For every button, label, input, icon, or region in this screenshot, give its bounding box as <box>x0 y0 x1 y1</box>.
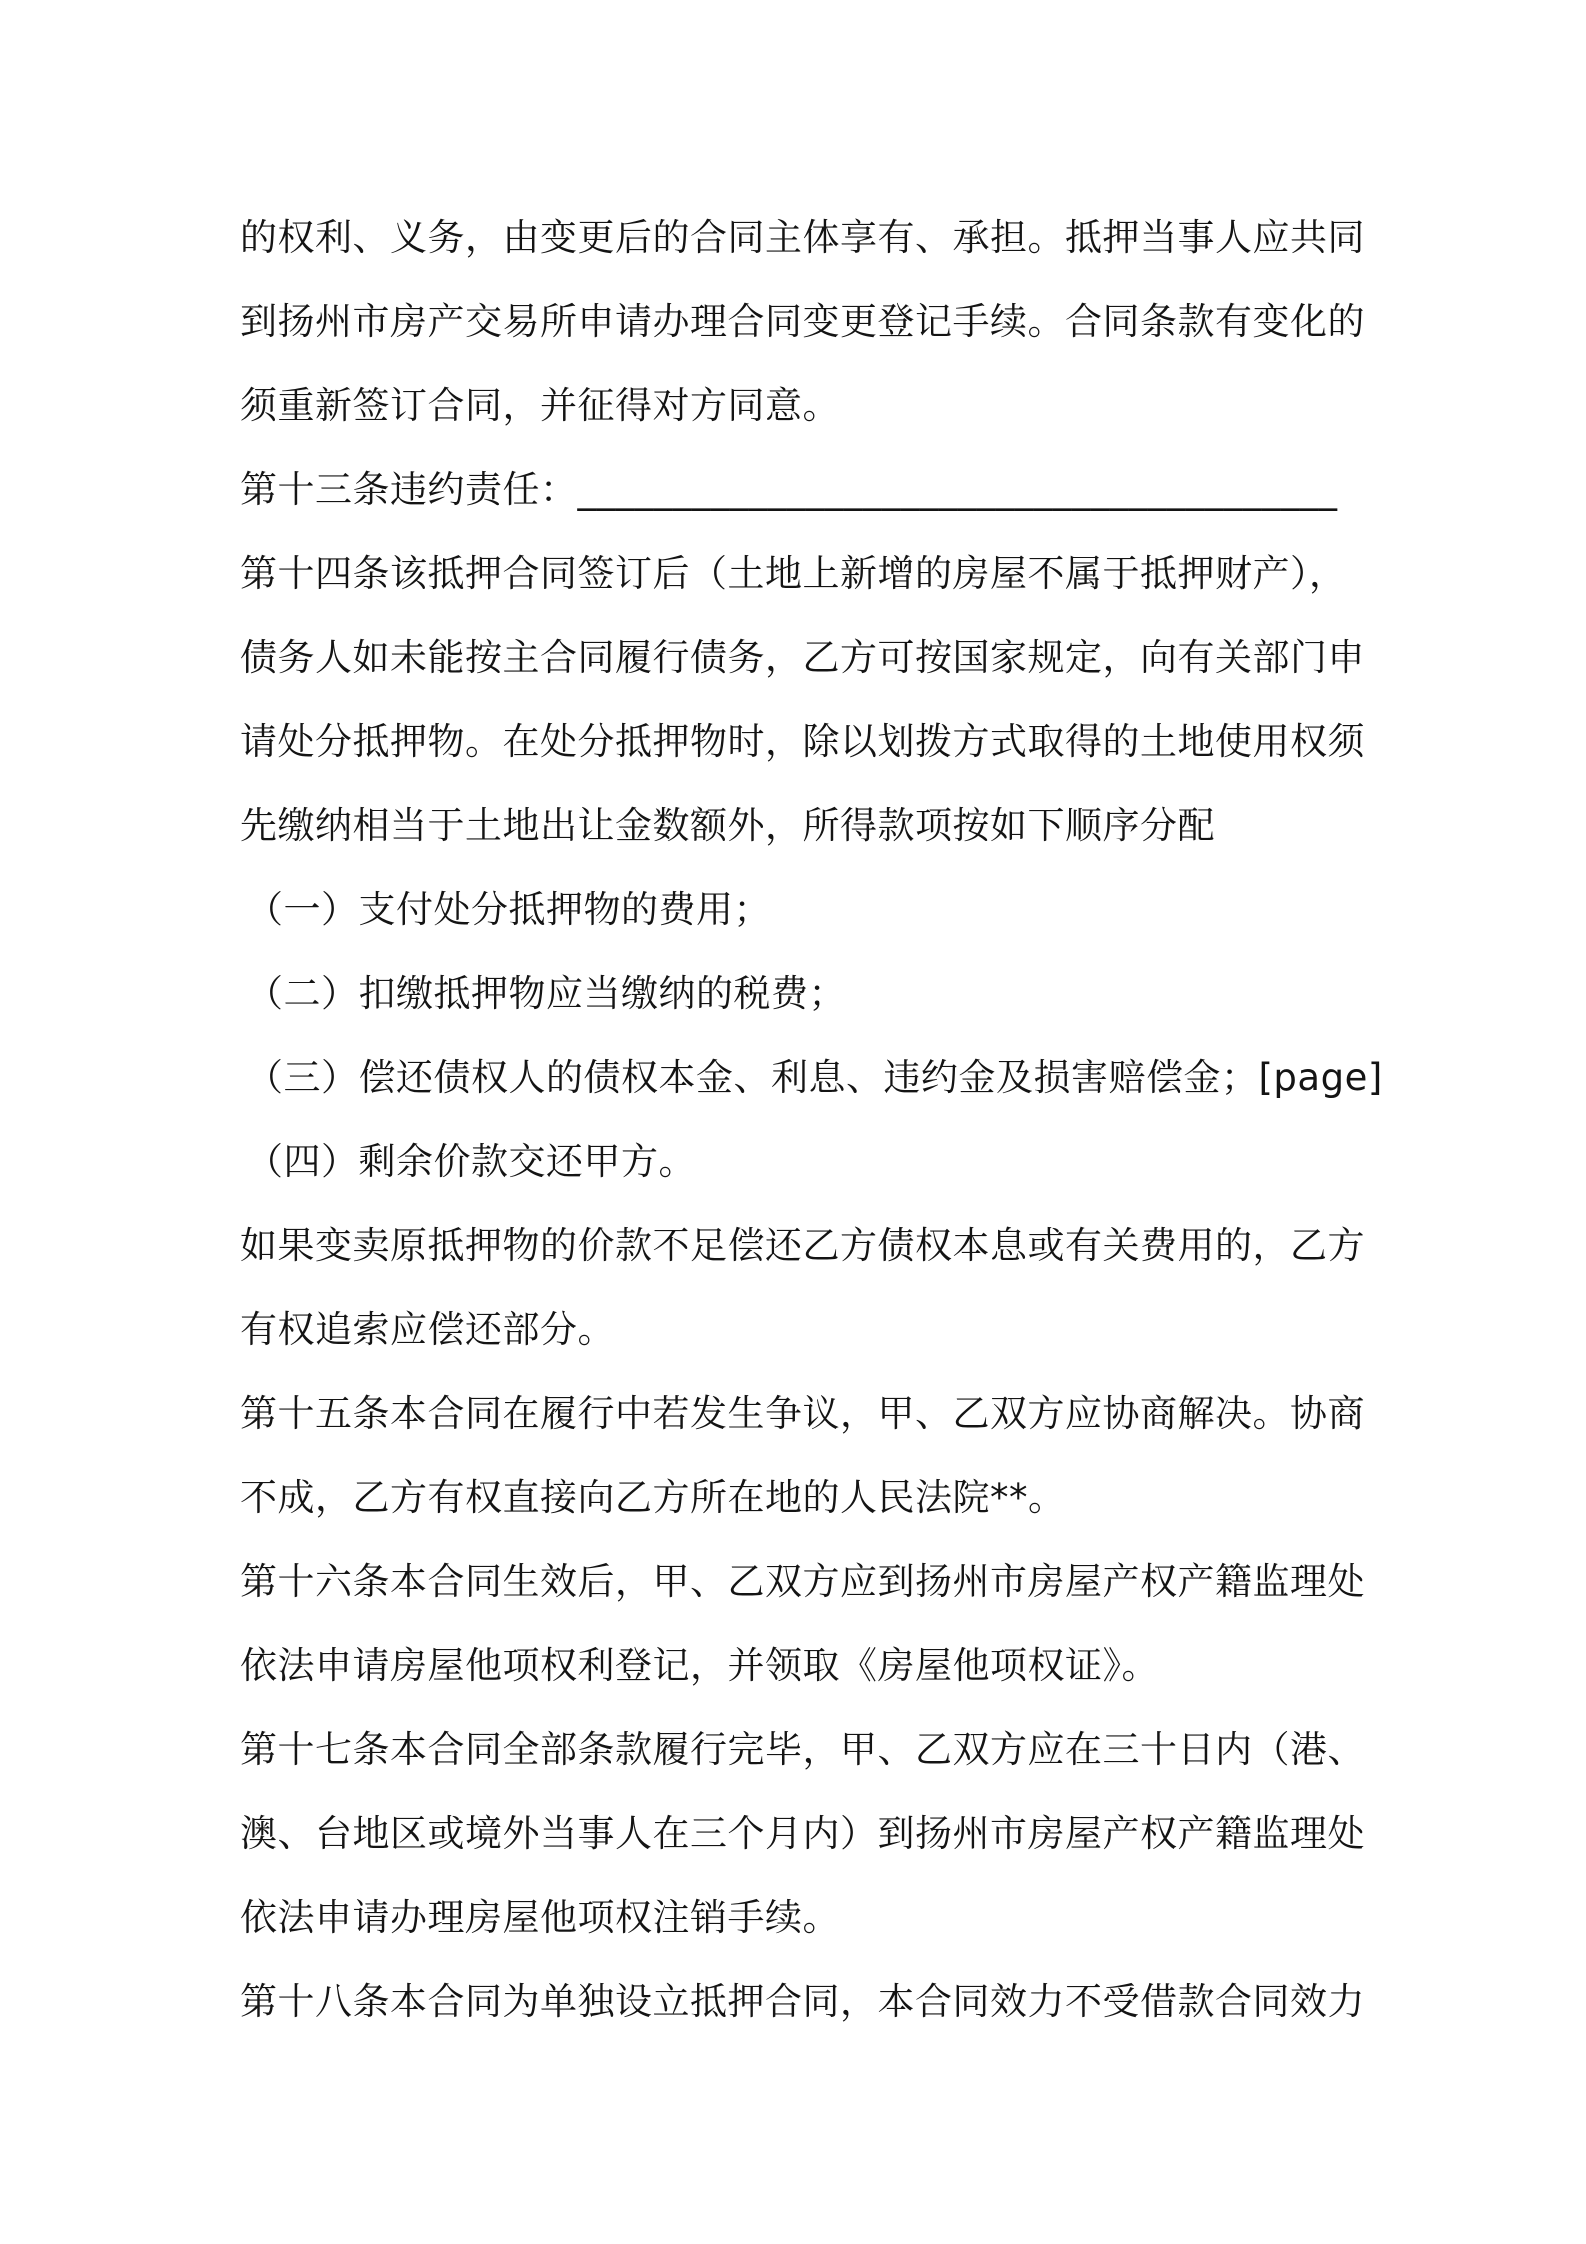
list-item: （二）扣缴抵押物应当缴纳的税费； <box>246 972 846 1015</box>
article-17-line: 第十七条本合同全部条款履行完毕，甲、乙双方应在三十日内（港、 <box>240 1728 1365 1771</box>
text-line: 有权追索应偿还部分。 <box>240 1308 615 1351</box>
document-body <box>240 196 1383 2044</box>
text-line: 依法申请房屋他项权利登记，并领取《房屋他项权证》。 <box>240 1644 1159 1687</box>
list-item: （四）剩余价款交还甲方。 <box>246 1140 696 1183</box>
text-line: 不成，乙方有权直接向乙方所在地的人民法院**。 <box>240 1476 1066 1519</box>
text-line: 到扬州市房产交易所申请办理合同变更登记手续。合同条款有变化的 <box>240 300 1365 343</box>
article-18-line: 第十八条本合同为单独设立抵押合同，本合同效力不受借款合同效力 <box>240 1980 1365 2023</box>
text-line: 请处分抵押物。在处分抵押物时，除以划拨方式取得的土地使用权须 <box>240 720 1365 763</box>
article-13-line: 第十三条违约责任：________________________________________ <box>240 468 1338 511</box>
article-15-line: 第十五条本合同在履行中若发生争议，甲、乙双方应协商解决。协商 <box>240 1392 1365 1435</box>
text-line: 债务人如未能按主合同履行债务，乙方可按国家规定，向有关部门申 <box>240 636 1365 679</box>
text-line: 先缴纳相当于土地出让金数额外，所得款项按如下顺序分配 <box>240 804 1215 847</box>
article-14-line: 第十四条该抵押合同签订后（土地上新增的房屋不属于抵押财产）， <box>240 552 1347 595</box>
text-line: 须重新签订合同，并征得对方同意。 <box>240 384 840 427</box>
list-item: （三）偿还债权人的债权本金、利息、违约金及损害赔偿金；[page] <box>246 1056 1383 1099</box>
article-16-line: 第十六条本合同生效后，甲、乙双方应到扬州市房屋产权产籍监理处 <box>240 1560 1365 1603</box>
list-item: （一）支付处分抵押物的费用； <box>246 888 771 931</box>
text-line: 澳、台地区或境外当事人在三个月内）到扬州市房屋产权产籍监理处 <box>240 1812 1365 1855</box>
text-line: 依法申请办理房屋他项权注销手续。 <box>240 1896 840 1939</box>
text-line: 的权利、义务，由变更后的合同主体享有、承担。抵押当事人应共同 <box>240 216 1365 259</box>
text-line: 如果变卖原抵押物的价款不足偿还乙方债权本息或有关费用的，乙方 <box>240 1224 1365 1267</box>
